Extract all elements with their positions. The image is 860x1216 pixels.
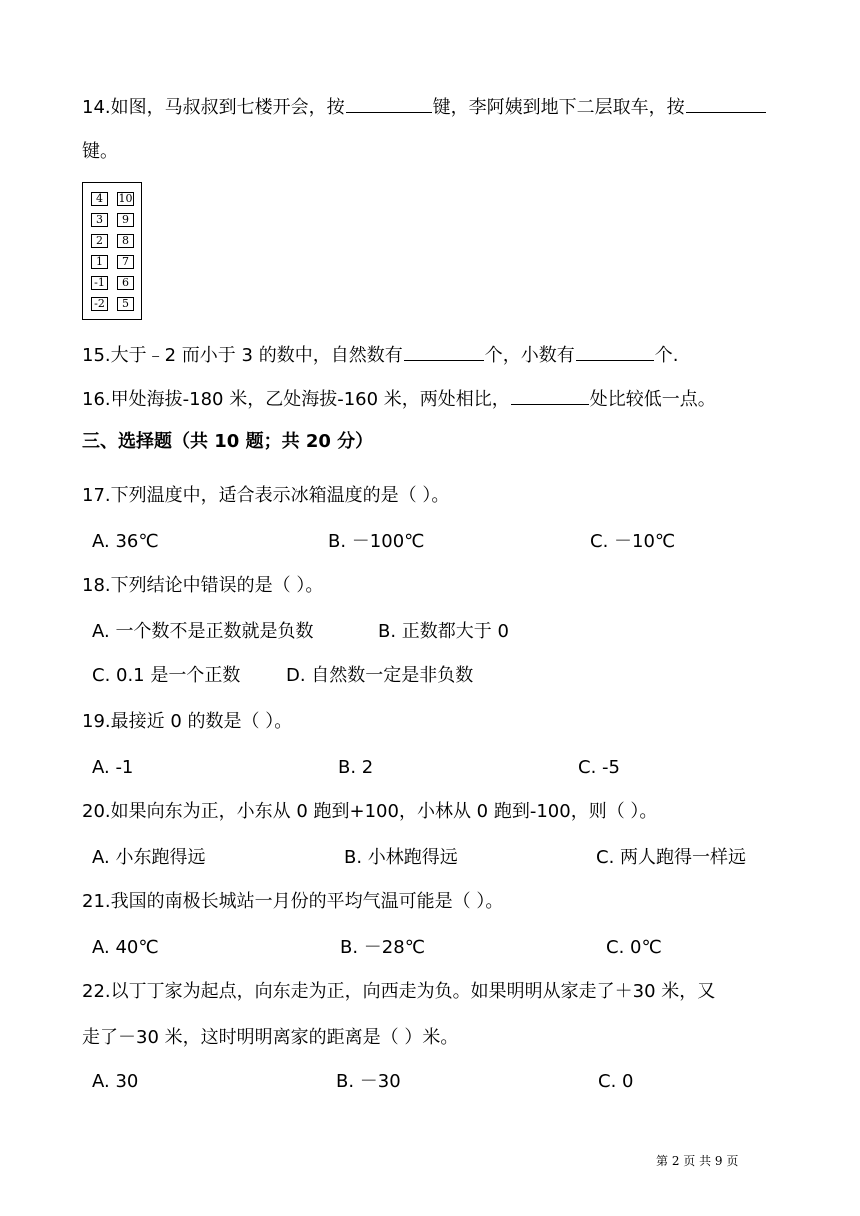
q19-option-c: C. -5: [578, 757, 620, 778]
elevator-button: 4: [91, 192, 108, 206]
section-heading: 三、选择题（共 10 题；共 20 分）: [82, 431, 374, 452]
q21-option-a: A. 40℃: [92, 937, 159, 958]
q16-text-part1: 16.甲处海拔-180 米，乙处海拔-160 米，两处相比，: [82, 389, 510, 410]
q15-text-part3: 个.: [654, 345, 679, 366]
q16-text-part2: 处比较低一点。: [589, 389, 716, 410]
q21-option-c: C. 0℃: [606, 937, 662, 958]
q14-text-part2: 键，李阿姨到地下二层取车，按: [432, 97, 685, 118]
q14-blank-2: [686, 94, 766, 113]
q20-option-a: A. 小东跑得远: [92, 847, 206, 868]
q17-option-a: A. 36℃: [92, 531, 159, 552]
elevator-button: -2: [91, 297, 108, 311]
q17-option-c: C. －10℃: [590, 531, 676, 552]
page-number: 第 2 页 共 9 页: [656, 1154, 739, 1168]
q14-blank-1: [346, 94, 432, 113]
elevator-button: 10: [118, 192, 133, 205]
elevator-button: 9: [117, 213, 134, 227]
q18-option-c: C. 0.1 是一个正数: [92, 665, 241, 686]
q20-option-c: C. 两人跑得一样远: [596, 847, 747, 868]
elevator-button: 7: [117, 255, 134, 269]
q15-text-part1: 15.大于﹣2 而小于 3 的数中，自然数有: [82, 345, 403, 366]
q17-option-b: B. －100℃: [328, 531, 425, 552]
q14-line2: [82, 140, 118, 164]
q20-stem: 20.如果向东为正，小东从 0 跑到+100，小林从 0 跑到-100，则（ ）。: [82, 801, 658, 822]
q21-option-b: B. －28℃: [340, 937, 425, 958]
q15-text-part2: 个，小数有: [484, 345, 575, 366]
q18-stem: 18.下列结论中错误的是（ ）。: [82, 575, 324, 596]
elevator-button: 6: [117, 276, 134, 290]
q15-blank-1: [404, 342, 484, 361]
q15-line: [82, 342, 678, 368]
q14-text-part3: 键。: [82, 141, 118, 162]
q18-option-d: D. 自然数一定是非负数: [286, 665, 474, 686]
elevator-button: 3: [91, 213, 108, 227]
q22-stem-line1: 22.以丁丁家为起点，向东走为正，向西走为负。如果明明从家走了＋30 米，又: [82, 981, 716, 1002]
q22-option-b: B. －30: [336, 1071, 401, 1092]
q19-option-b: B. 2: [338, 757, 374, 778]
q19-stem: 19.最接近 0 的数是（ ）。: [82, 711, 293, 732]
elevator-button: 8: [117, 234, 134, 248]
elevator-button: -1: [91, 276, 108, 290]
q18-option-a: A. 一个数不是正数就是负数: [92, 621, 314, 642]
elevator-button: 5: [117, 297, 134, 311]
q18-option-b: B. 正数都大于 0: [378, 621, 509, 642]
q22-option-c: C. 0: [598, 1071, 634, 1092]
q17-stem: 17.下列温度中，适合表示冰箱温度的是（ ）。: [82, 485, 450, 506]
q22-option-a: A. 30: [92, 1071, 139, 1092]
q15-blank-2: [576, 342, 654, 361]
q14-text-part1: 14.如图，马叔叔到七楼开会，按: [82, 97, 345, 118]
elevator-panel: [82, 182, 142, 320]
q19-option-a: A. -1: [92, 757, 134, 778]
q16-blank: [511, 386, 589, 405]
q16-line: [82, 386, 716, 412]
elevator-button: 1: [91, 255, 108, 269]
elevator-button: 2: [91, 234, 108, 248]
q22-stem-line2: 走了－30 米，这时明明离家的距离是（ ）米。: [82, 1027, 459, 1048]
q14-line1: [82, 94, 767, 120]
q21-stem: 21.我国的南极长城站一月份的平均气温可能是（ ）。: [82, 891, 504, 912]
q20-option-b: B. 小林跑得远: [344, 847, 458, 868]
